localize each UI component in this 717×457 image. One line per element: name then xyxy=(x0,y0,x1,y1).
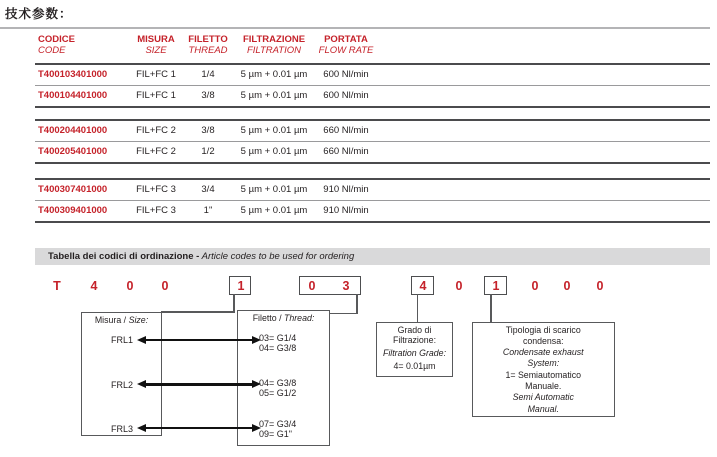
cell-size: FIL+FC 3 xyxy=(136,184,176,195)
cell-size: FIL+FC 3 xyxy=(136,205,176,216)
arrow-right-head xyxy=(252,424,261,432)
cell-flow: 600 Nl/min xyxy=(323,90,369,101)
cell-thread: 1" xyxy=(203,205,213,216)
cell-code: T400307401000 xyxy=(38,184,108,195)
cell-flow: 910 Nl/min xyxy=(323,205,369,216)
code-char: 3 xyxy=(342,279,350,293)
code-char: 0 xyxy=(455,279,463,293)
cell-thread: 1/4 xyxy=(201,69,215,80)
code-char: 0 xyxy=(126,279,134,293)
code-char: 4 xyxy=(419,279,427,293)
code-char: 0 xyxy=(531,279,539,293)
cell-thread: 3/8 xyxy=(201,125,215,136)
cell-size: FIL+FC 1 xyxy=(136,90,176,101)
cell-filtration: 5 µm + 0.01 µm xyxy=(240,69,308,80)
cell-size: FIL+FC 2 xyxy=(136,125,176,136)
cell-code: T400309401000 xyxy=(38,205,108,216)
code-char: 0 xyxy=(596,279,604,293)
code-char: 1 xyxy=(492,279,500,293)
cell-code: T400103401000 xyxy=(38,69,108,80)
table-group-1 xyxy=(35,63,710,108)
column-header-code: CODICE CODE xyxy=(38,34,75,56)
arrow-left-head xyxy=(137,336,146,344)
size-thread-arrow xyxy=(137,336,261,345)
column-header-flow-rate: PORTATA FLOW RATE xyxy=(318,34,374,56)
table-row xyxy=(35,65,710,85)
cell-filtration: 5 µm + 0.01 µm xyxy=(240,205,308,216)
code-char: 0 xyxy=(563,279,571,293)
connector-line xyxy=(490,294,492,322)
cell-flow: 660 Nl/min xyxy=(323,125,369,136)
size-box xyxy=(81,312,162,436)
arrow-shaft xyxy=(144,383,254,386)
code-char: 1 xyxy=(237,279,245,293)
table-row xyxy=(35,121,710,141)
column-header-thread: FILETTO THREAD xyxy=(188,34,228,56)
code-digit-box-drain xyxy=(484,276,507,295)
cell-flow: 600 Nl/min xyxy=(323,69,369,80)
arrow-right-head xyxy=(252,380,261,388)
code-char: 0 xyxy=(161,279,169,293)
code-digit-box-thread xyxy=(299,276,361,295)
size-item-frl3: FRL3 xyxy=(111,423,134,434)
table-header xyxy=(35,35,710,55)
cell-filtration: 5 µm + 0.01 µm xyxy=(240,184,308,195)
top-divider xyxy=(0,27,710,29)
code-char: 0 xyxy=(308,279,316,293)
code-char: 4 xyxy=(90,279,98,293)
table-group-3 xyxy=(35,178,710,223)
size-item-frl2: FRL2 xyxy=(111,379,134,390)
table-row xyxy=(35,142,710,162)
column-header-size: MISURA SIZE xyxy=(137,34,175,56)
ordering-section-header xyxy=(35,248,710,265)
cell-thread: 3/8 xyxy=(201,90,215,101)
size-thread-arrow xyxy=(137,424,261,433)
cell-flow: 910 Nl/min xyxy=(323,184,369,195)
code-char: T xyxy=(53,279,61,293)
connector-line xyxy=(330,313,358,315)
arrow-shaft xyxy=(144,339,254,342)
arrow-left-head xyxy=(137,380,146,388)
cell-filtration: 5 µm + 0.01 µm xyxy=(240,125,308,136)
cell-thread: 1/2 xyxy=(201,146,215,157)
table-row xyxy=(35,201,710,221)
connector-line xyxy=(233,294,235,312)
ordering-title-english: Article codes to be used for ordering xyxy=(199,251,355,262)
cell-size: FIL+FC 2 xyxy=(136,146,176,157)
size-thread-arrow xyxy=(137,380,261,389)
cell-code: T400204401000 xyxy=(38,125,108,136)
cell-flow: 660 Nl/min xyxy=(323,146,369,157)
ordering-title-italian: Tabella dei codici di ordinazione - xyxy=(48,251,200,262)
thread-option-pair: 03= G1/4 04= G3/8 xyxy=(259,333,297,353)
cell-code: T400205401000 xyxy=(38,146,108,157)
table-row xyxy=(35,180,710,200)
table-group-2 xyxy=(35,119,710,164)
cell-size: FIL+FC 1 xyxy=(136,69,176,80)
arrow-left-head xyxy=(137,424,146,432)
condensate-exhaust-box: Tipologia di scarico condensa: Condensate exhaust System: 1= Semiautomatico Manuale. Semi Automatic Manual. xyxy=(472,322,616,417)
thread-box-title: Filetto / Thread: xyxy=(252,313,315,323)
connector-line xyxy=(161,311,235,313)
size-item-frl1: FRL1 xyxy=(111,334,134,345)
table-row xyxy=(35,86,710,106)
connector-line xyxy=(417,294,419,322)
filtration-grade-box: Grado di Filtrazione: Filtration Grade: 4= 0.01µm xyxy=(376,322,453,377)
cell-thread: 3/4 xyxy=(201,184,215,195)
thread-option-pair: 04= G3/8 05= G1/2 xyxy=(259,378,297,398)
cell-code: T400104401000 xyxy=(38,90,108,101)
cell-filtration: 5 µm + 0.01 µm xyxy=(240,90,308,101)
code-digit-box-size xyxy=(229,276,251,295)
code-digit-box-filtration xyxy=(411,276,434,295)
cell-filtration: 5 µm + 0.01 µm xyxy=(240,146,308,157)
column-header-filtration: FILTRAZIONE FILTRATION xyxy=(242,34,306,56)
thread-option-pair: 07= G3/4 09= G1" xyxy=(259,419,297,439)
arrow-right-head xyxy=(252,336,261,344)
connector-line xyxy=(356,294,358,314)
size-box-title: Misura / Size: xyxy=(94,314,149,325)
arrow-shaft xyxy=(144,427,254,430)
page-title: 技术参数： xyxy=(5,7,73,21)
